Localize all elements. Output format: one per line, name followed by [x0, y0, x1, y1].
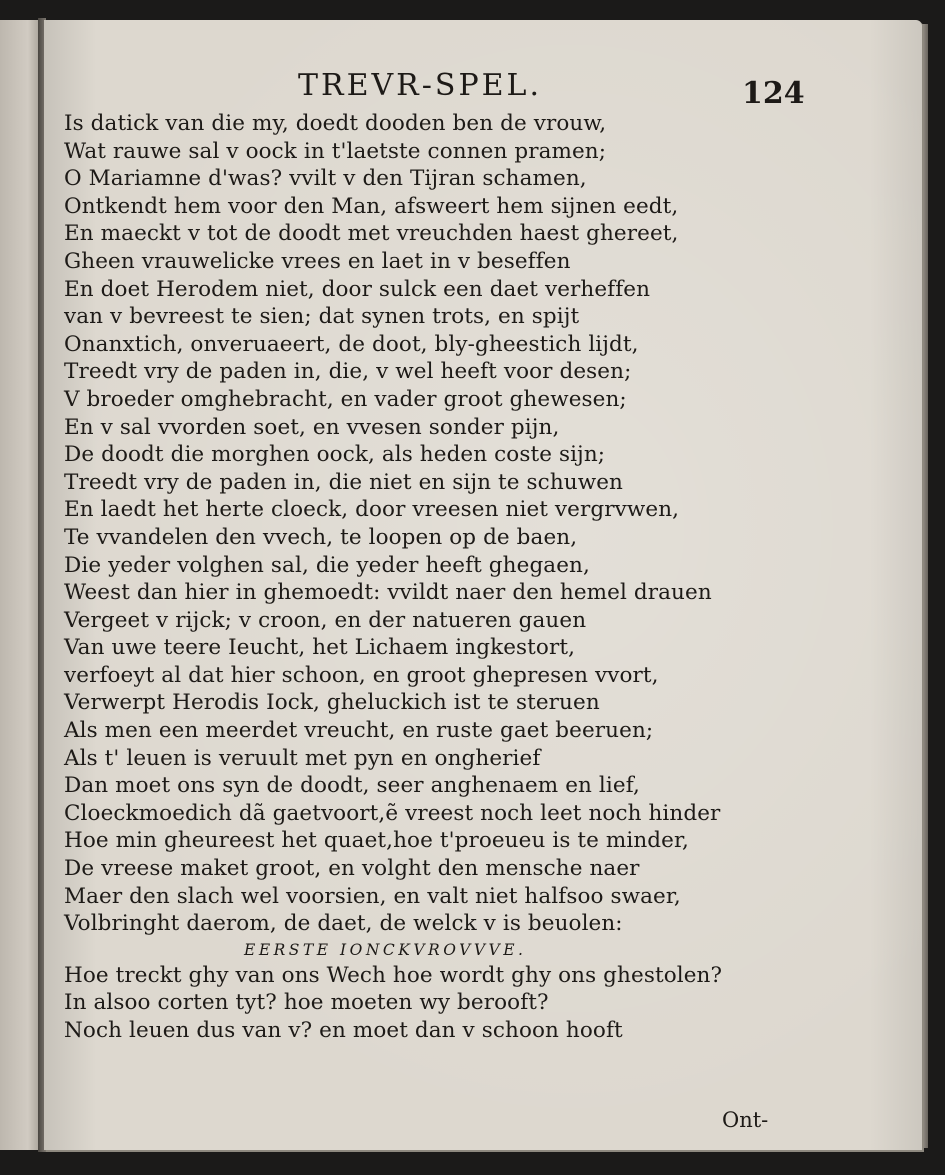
verse-line: De vreese maket groot, en volght den mensche naer	[64, 856, 640, 882]
verse-line: Van uwe teere Ieucht, het Lichaem ingkestort,	[64, 635, 575, 661]
verse-line: Weest dan hier in ghemoedt: vvildt naer den hemel drauen	[64, 580, 712, 606]
verse-line: Als t' leuen is veruult met pyn en ongherief	[64, 745, 541, 771]
verse-line: Maer den slach wel voorsien, en valt niet halfsoo swaer,	[64, 883, 681, 909]
verse-line: Gheen vrauwelicke vrees en laet in v beseffen	[64, 248, 571, 274]
verse-line: Te vvandelen den vvech, te loopen op de baen,	[64, 524, 578, 550]
verse-line: Cloeckmoedich dã gaetvoort,ẽ vreest noch leet noch hinder	[64, 800, 721, 826]
verse-line: Als men een meerdet vreucht, en ruste gaet beeruen;	[64, 718, 654, 744]
page-number: 124	[742, 76, 805, 111]
verse-line: V broeder omghebracht, en vader groot ghewesen;	[64, 386, 627, 412]
verse-line: En laedt het herte cloeck, door vreesen niet vergrvwen,	[64, 497, 680, 523]
verse-line: Hoe treckt ghy van ons Wech hoe wordt ghy ons ghestolen?	[64, 962, 723, 988]
verse-line: Volbringht daerom, de daet, de welck v is beuolen:	[64, 911, 623, 937]
verse-line: Noch leuen dus van v? en moet dan v schoon hooft	[64, 1018, 623, 1043]
verse-line: Hoe min ghеureest het quaet,hoe t'proeueu is te minder,	[64, 828, 689, 854]
verse-line: van v bevreest te sien; dat synen trots, en spijt	[64, 304, 580, 330]
running-head: TREVR-SPEL.	[298, 68, 542, 103]
verse-line: In alsoo corten tyt? hoe moeten wy berooft?	[64, 990, 549, 1016]
facing-page-edge	[0, 20, 42, 1150]
verse-line: Vergeet v rijck; v croon, en der natueren gauen	[64, 607, 587, 633]
verse-line: Die yeder volghen sal, die yeder heeft ghegaen,	[64, 552, 590, 578]
verse-line: Is datick van die my, doedt dooden ben de vrouw,	[64, 111, 607, 136]
verse-line: Dan moet ons syn de doodt, seer anghenaem en lief,	[64, 773, 640, 799]
verse-line: Treedt vry de paden in, die, v wel heeft voor desen;	[64, 359, 632, 385]
speaker-heading: EERSTE IONCKVROVVVE.	[244, 940, 527, 959]
verse-line: O Mariamne d'was? vvilt v den Tijran schamen,	[64, 166, 587, 192]
verse-line: De doodt die morghen oock, als heden coste sijn;	[64, 442, 606, 468]
catchword: Ont-	[722, 1108, 769, 1132]
verse-line: Onanxtich, onveruaeert, de doot, bly-gheestich lijdt,	[64, 331, 639, 357]
verse-line: verfoeyt al dat hier schoon, en groot ghepresen vvort,	[64, 662, 659, 688]
verse-line: Verwerpt Herodis Iock, gheluckich ist te steruen	[64, 690, 600, 716]
verse-line: Wat rauwe sal v oock in t'laetste connen pramen;	[64, 138, 607, 164]
verse-line: Treedt vry de paden in, die niet en sijn te schuwen	[64, 469, 623, 495]
verse-block	[64, 110, 784, 1045]
verse-line: En v sal vvorden soet, en vvesen sonder pijn,	[64, 414, 560, 440]
verse-line: En maeckt v tot de doodt met vreuchden haest ghereet,	[64, 221, 679, 247]
verse-line: En doet Herodem niet, door sulck een daet verheffen	[64, 276, 651, 302]
verse-line: Ontkendt hem voor den Man, afsweert hem sijnen eedt,	[64, 193, 679, 219]
